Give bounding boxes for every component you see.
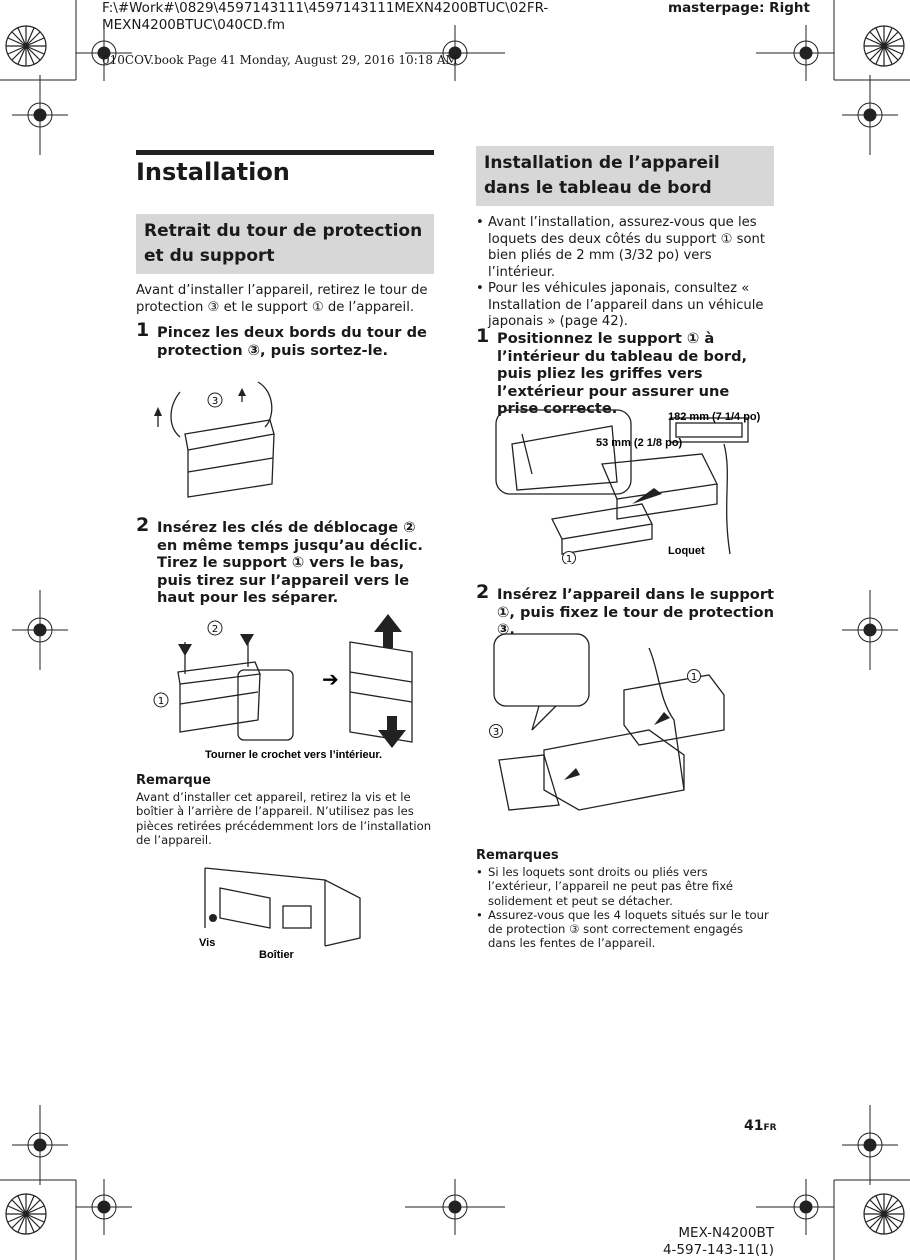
callout-1: 1: [565, 554, 573, 564]
model-info: [640, 1225, 774, 1259]
step-number: 1: [476, 325, 490, 347]
bullet-japanese: • Pour les véhicules japonais, consultez « Installation de l’appareil dans un véhicule japonais » (page 42).: [476, 281, 776, 331]
step-number: 1: [136, 319, 150, 341]
figure-release-keys: [150, 612, 435, 764]
remark-item: • Si les loquets sont droits ou pliés vers l’extérieur, l’appareil ne peut pas être fixé solidement et peut se détacher.: [476, 865, 774, 908]
dim-width: 182 mm (7 1/4 po): [668, 411, 761, 423]
figure-remove-frame: [150, 372, 280, 502]
file-path: F:\#Work#\0829\4597143111\4597143111MEXN4200BTUC\02FR-MEXN4200BTUC\040CD.fm: [102, 0, 549, 33]
step-number: 2: [136, 514, 150, 536]
title-rule: [136, 150, 434, 155]
label-loquet: Loquet: [668, 545, 705, 557]
bullet-list: [476, 215, 776, 331]
step-text: Insérez l’appareil dans le support ①, puis fixez le tour de protection ③.: [497, 586, 774, 638]
label-vis: Vis: [199, 937, 216, 949]
remark-item: • Assurez-vous que les 4 loquets situés sur le tour de protection ③ sont correctement engagés dans les fentes de l’appareil.: [476, 908, 774, 951]
bullet-latches: • Avant l’installation, assurez-vous que les loquets des deux côtés du support ① sont bien pliés de 2 mm (3/32 po) vers l’intérieur.: [476, 215, 776, 281]
figure-dashboard-mount: [492, 404, 782, 564]
remarks-heading: Remarques: [476, 848, 559, 863]
section-heading-install: Installation de l’appareil dans le tableau de bord: [476, 146, 774, 206]
label-boitier: Boîtier: [259, 949, 294, 961]
page-title: Installation: [136, 158, 290, 186]
book-info-line: 010COV.book Page 41 Monday, August 29, 2016 10:18 AM: [102, 53, 458, 67]
callout-1: 1: [690, 672, 698, 683]
part-code: 4-597-143-11(1): [662, 1242, 774, 1258]
callout-3: 3: [492, 727, 500, 738]
section-heading-removal: Retrait du tour de protection et du support: [136, 214, 434, 274]
model-name: MEX-N4200BT: [678, 1225, 774, 1241]
masterpage-label: masterpage: Right: [668, 0, 810, 16]
left-step-2: [136, 514, 434, 607]
callout-1: 1: [157, 696, 165, 707]
intro-text: Avant d’installer l’appareil, retirez le tour de protection ③ et le support ① de l’appareil.: [136, 283, 428, 315]
callout-2: 2: [211, 624, 219, 635]
page-number: 41FR: [744, 1118, 777, 1134]
dim-height: 53 mm (2 1/8 po): [596, 437, 683, 449]
left-step-1: [136, 319, 434, 359]
callout-3: 3: [211, 396, 219, 407]
remark-heading: Remarque: [136, 773, 211, 788]
step-text: Positionnez le support ① à l’intérieur du tableau de bord, puis pliez les griffes vers l’extérieur pour assurer une prise correcte.: [497, 330, 748, 417]
step-text: Insérez les clés de déblocage ② en même temps jusqu’au déclic. Tirez le support ① vers le bas, puis tirez sur l’appareil vers le haut pour les séparer.: [157, 519, 423, 606]
figure-screw-box: [195, 858, 365, 968]
step-number: 2: [476, 581, 490, 603]
remark-text: Avant d’installer cet appareil, retirez la vis et le boîtier à l’arrière de l’appareil. N’utilisez pas les pièces retirées précédemment lors de l’installation de l’appareil.: [136, 790, 432, 847]
step-text: Pincez les deux bords du tour de protection ③, puis sortez-le.: [157, 324, 427, 359]
hook-caption: Tourner le crochet vers l’intérieur.: [205, 749, 383, 761]
svg-text:➔: ➔: [322, 667, 339, 691]
figure-insert-unit: [484, 630, 739, 815]
remarks-list: [476, 865, 774, 951]
language-suffix: FR: [763, 1123, 777, 1133]
